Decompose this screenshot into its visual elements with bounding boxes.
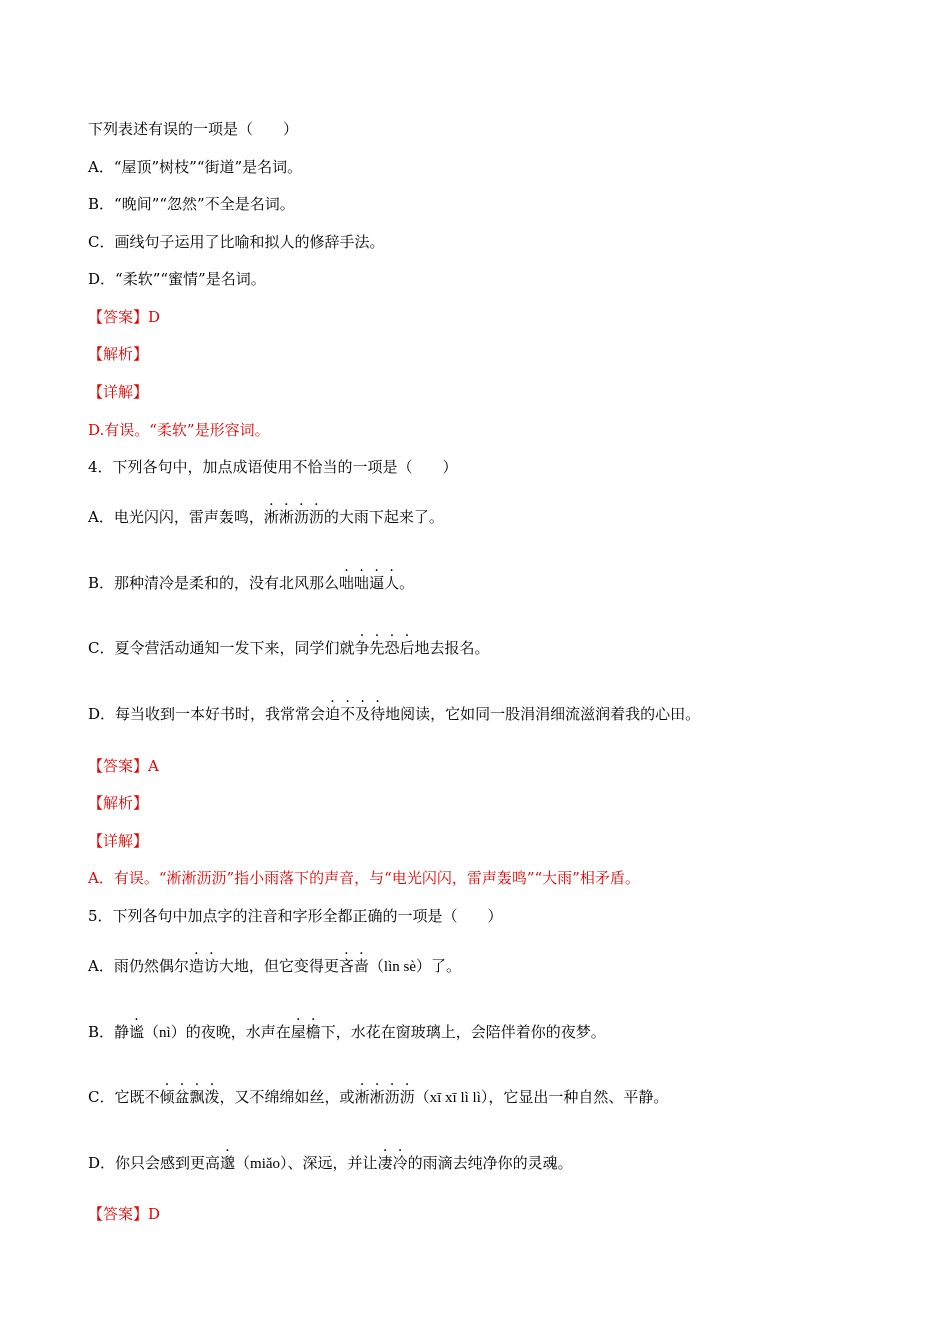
text: 大地，但它变得更 bbox=[218, 957, 339, 975]
q5-option-d bbox=[88, 1152, 910, 1175]
dotted-char: 飘 bbox=[189, 1088, 205, 1106]
dotted-char: 先 bbox=[369, 639, 385, 657]
text: D．你只会感到更高 bbox=[88, 1154, 221, 1172]
answer-label: 【答案】 bbox=[88, 757, 149, 775]
text: C．夏令营活动通知一发下来，同学们就 bbox=[88, 639, 355, 657]
answer-label: 【答案】 bbox=[88, 1205, 149, 1223]
pinyin: （miǎo） bbox=[235, 1156, 288, 1172]
dotted-char: 不 bbox=[340, 705, 356, 723]
pinyin: （lìn sè） bbox=[368, 959, 432, 975]
dotted-char: 啬 bbox=[353, 957, 369, 975]
dotted-char: 争 bbox=[354, 639, 370, 657]
text: 的夜晚，水声在 bbox=[185, 1023, 291, 1041]
dotted-char: 及 bbox=[355, 705, 371, 723]
dotted-idiom bbox=[325, 705, 385, 723]
dotted-char: 屋 bbox=[290, 1023, 306, 1041]
dotted-char: 倾 bbox=[159, 1088, 175, 1106]
q5-stem: 5．下列各句中加点字的注音和字形全都正确的一项是（ ） bbox=[88, 907, 503, 925]
q4-option-d bbox=[88, 703, 910, 725]
q3-option-d: D．“柔软”“蜜情”是名词。 bbox=[88, 270, 266, 288]
q4-stem: 4．下列各句中，加点成语使用不恰当的一项是（ ） bbox=[88, 458, 458, 476]
dotted-char: 凄 bbox=[377, 1154, 393, 1172]
text: C．它既不 bbox=[88, 1088, 160, 1106]
q4-detail: A．有误。“淅淅沥沥”指小雨落下的声音，与“电光闪闪，雷声轰鸣”“大雨”相矛盾。 bbox=[88, 869, 640, 887]
text: 地阅读，它如同一股涓涓细流滋润着我的心田。 bbox=[385, 705, 701, 723]
text: 、深远，并让 bbox=[287, 1154, 378, 1172]
dotted-chars bbox=[220, 1154, 235, 1172]
dotted-idiom bbox=[354, 639, 414, 657]
q3-option-a: A．“屋顶”树枝”“街道”是名词。 bbox=[88, 158, 303, 176]
q3-stem: 下列表述有误的一项是（ ） bbox=[88, 120, 299, 138]
dotted-char: 人 bbox=[384, 574, 400, 592]
text: A．电光闪闪，雷声轰鸣， bbox=[88, 508, 264, 526]
q3-option-c: C．画线句子运用了比喻和拟人的修辞手法。 bbox=[88, 233, 385, 251]
dotted-char: 淅 bbox=[369, 1088, 385, 1106]
dotted-char: 淅 bbox=[278, 508, 294, 526]
q5-option-c bbox=[88, 1086, 910, 1109]
text: B．静 bbox=[88, 1023, 130, 1041]
q4-option-b bbox=[88, 572, 910, 594]
dotted-char: 待 bbox=[370, 705, 386, 723]
dotted-char: 淅 bbox=[263, 508, 279, 526]
dotted-chars bbox=[291, 1023, 321, 1041]
dotted-char: 沥 bbox=[308, 508, 324, 526]
text: 了。 bbox=[431, 957, 462, 975]
dotted-char: 造 bbox=[188, 957, 204, 975]
answer-value: A bbox=[148, 757, 159, 775]
dotted-char: 泼 bbox=[204, 1088, 220, 1106]
q5-option-a bbox=[88, 955, 910, 978]
dotted-chars bbox=[378, 1154, 408, 1172]
dotted-char: 咄 bbox=[339, 574, 355, 592]
dotted-chars bbox=[129, 1023, 144, 1041]
dotted-char: 盆 bbox=[174, 1088, 190, 1106]
text: 。 bbox=[399, 574, 415, 592]
q3-detail: D.有误。“柔软”是形容词。 bbox=[88, 421, 270, 439]
dotted-char: 恐 bbox=[384, 639, 400, 657]
text: 地去报名。 bbox=[414, 639, 490, 657]
pinyin: （xī xī lì lì） bbox=[414, 1090, 489, 1106]
dotted-char: 逼 bbox=[369, 574, 385, 592]
dotted-char: 檐 bbox=[305, 1023, 321, 1041]
q4-option-c bbox=[88, 637, 910, 659]
dotted-char: 邈 bbox=[220, 1154, 236, 1172]
text: ，它显出一种自然、平静。 bbox=[488, 1088, 669, 1106]
pinyin: （nì） bbox=[144, 1025, 186, 1041]
dotted-char: 迫 bbox=[325, 705, 341, 723]
text: 下，水花在窗玻璃上，会陪伴着你的夜梦。 bbox=[320, 1023, 606, 1041]
text: ，又不绵绵如丝，或 bbox=[219, 1088, 355, 1106]
dotted-char: 谧 bbox=[129, 1023, 145, 1041]
dotted-char: 沥 bbox=[293, 508, 309, 526]
dotted-char: 访 bbox=[203, 957, 219, 975]
answer-label: 【答案】 bbox=[88, 308, 149, 326]
answer-value: D bbox=[148, 1205, 161, 1223]
dotted-char: 后 bbox=[399, 639, 415, 657]
dotted-char: 冷 bbox=[392, 1154, 408, 1172]
dotted-chars bbox=[339, 957, 369, 975]
q4-answer bbox=[88, 755, 910, 777]
dotted-char: 沥 bbox=[384, 1088, 400, 1106]
q4-detail-label: 【详解】 bbox=[88, 832, 149, 850]
dotted-char: 沥 bbox=[399, 1088, 415, 1106]
text: D．每当收到一本好书时，我常常会 bbox=[88, 705, 326, 723]
text: B．那种清冷是柔和的，没有北风那么 bbox=[88, 574, 340, 592]
q3-option-b: B．“晚间”“忽然”不全是名词。 bbox=[88, 195, 295, 213]
dotted-chars bbox=[189, 957, 219, 975]
dotted-idiom bbox=[339, 574, 399, 592]
dotted-chars bbox=[355, 1088, 415, 1106]
dotted-char: 淅 bbox=[354, 1088, 370, 1106]
text: A．雨仍然偶尔 bbox=[88, 957, 189, 975]
dotted-idiom bbox=[264, 508, 324, 526]
dotted-char: 咄 bbox=[354, 574, 370, 592]
q3-answer bbox=[88, 306, 910, 328]
q5-answer bbox=[88, 1203, 910, 1225]
dotted-chars bbox=[159, 1088, 219, 1106]
text: 的雨滴去纯净你的灵魂。 bbox=[407, 1154, 573, 1172]
q4-option-a bbox=[88, 506, 910, 528]
q3-analysis-label: 【解析】 bbox=[88, 345, 149, 363]
q4-analysis-label: 【解析】 bbox=[88, 794, 149, 812]
dotted-char: 吝 bbox=[338, 957, 354, 975]
q5-option-b bbox=[88, 1021, 910, 1044]
answer-value: D bbox=[148, 308, 161, 326]
text: 的大雨下起来了。 bbox=[323, 508, 444, 526]
q3-detail-label: 【详解】 bbox=[88, 383, 149, 401]
